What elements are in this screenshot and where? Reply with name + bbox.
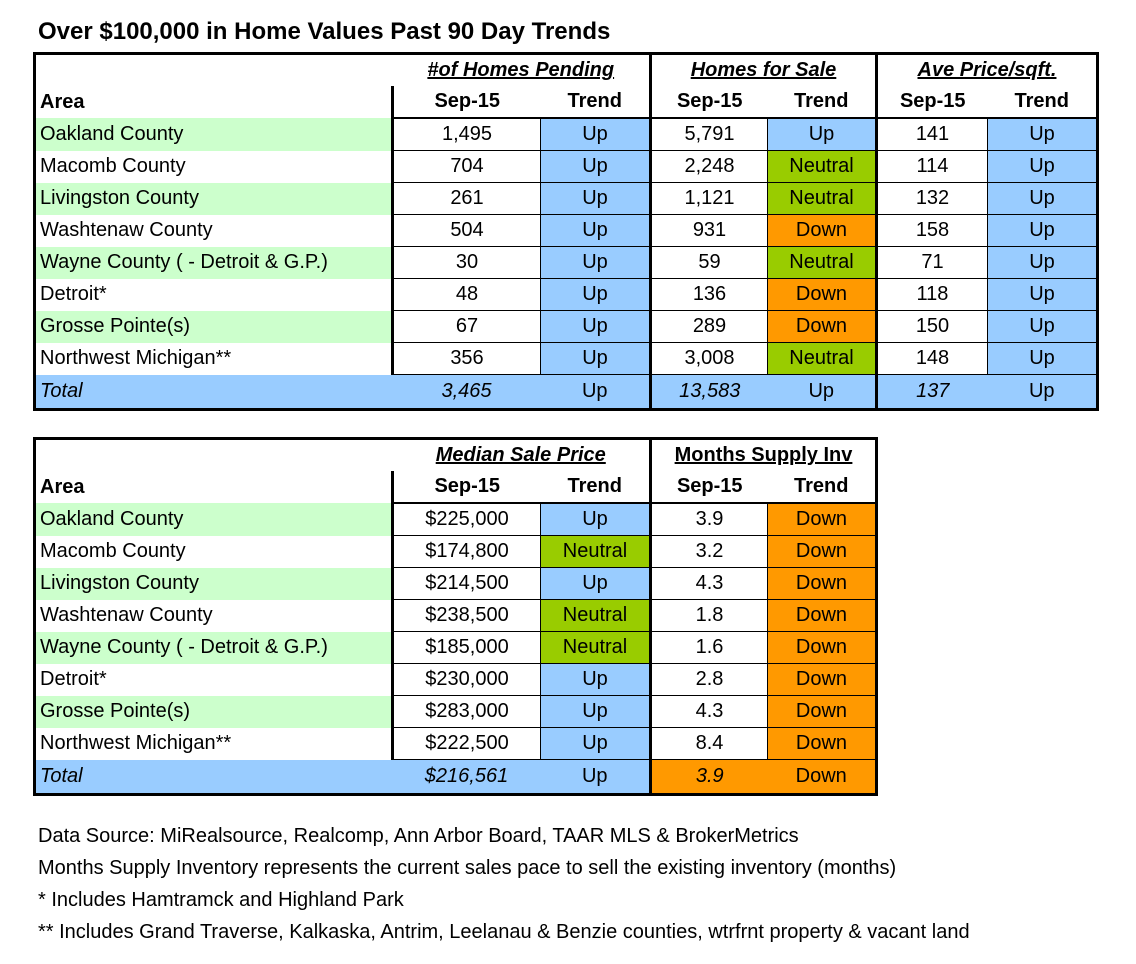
trend-cell: Up (541, 503, 651, 536)
area-cell: Wayne County ( - Detroit & G.P.) (35, 247, 393, 279)
trend-cell: Up (988, 151, 1098, 183)
trend-header: Trend (541, 86, 651, 118)
table-row (35, 311, 1098, 343)
trend-cell: Up (541, 151, 651, 183)
area-cell: Grosse Pointe(s) (35, 696, 393, 728)
value-cell: $174,800 (393, 536, 541, 568)
value-cell: 931 (651, 215, 768, 247)
trend-cell: Up (988, 118, 1098, 151)
area-cell: Grosse Pointe(s) (35, 311, 393, 343)
note-northwest: ** Includes Grand Traverse, Kalkaska, Antrim, Leelanau & Benzie counties, wtrfrnt property & vacant land (38, 921, 970, 943)
trend-cell: Down (768, 215, 877, 247)
table-row (35, 696, 877, 728)
value-cell: 136 (651, 279, 768, 311)
value-cell: 3.2 (651, 536, 768, 568)
group-header: Homes for Sale (651, 54, 877, 87)
value-cell: $185,000 (393, 632, 541, 664)
date-header: Sep-15 (651, 86, 768, 118)
trend-cell: Down (768, 696, 877, 728)
table-row (35, 568, 877, 600)
value-cell: 4.3 (651, 568, 768, 600)
value-cell: 48 (393, 279, 541, 311)
trend-header: Trend (768, 86, 877, 118)
date-header: Sep-15 (651, 471, 768, 503)
value-cell: 114 (877, 151, 988, 183)
area-cell: Washtenaw County (40, 219, 213, 241)
trend-cell: Down (768, 728, 877, 760)
page-title: Over $100,000 in Home Values Past 90 Day Trends (38, 18, 611, 45)
value-cell: 5,791 (651, 118, 768, 151)
trend-cell: Neutral (768, 183, 877, 215)
trend-cell: Down (768, 600, 877, 632)
group-header: #of Homes Pending (427, 59, 615, 81)
table-row (35, 343, 1098, 375)
value-cell: 1,495 (393, 118, 541, 151)
value-cell: 118 (877, 279, 988, 311)
value-cell: $222,500 (393, 728, 541, 760)
total-label: Total (35, 760, 393, 795)
footnotes (38, 820, 970, 948)
value-cell: 141 (877, 118, 988, 151)
area-cell: Northwest Michigan** (40, 347, 232, 369)
trend-cell: Down (768, 536, 877, 568)
trend-cell: Neutral (768, 151, 877, 183)
trend-cell: Down (768, 503, 877, 536)
value-cell: 59 (651, 247, 768, 279)
value-cell: $283,000 (393, 696, 541, 728)
trend-cell: Up (541, 311, 651, 343)
value-cell: $238,500 (393, 600, 541, 632)
table-row (35, 600, 877, 632)
area-cell: Oakland County (35, 118, 393, 151)
area-cell: Northwest Michigan** (40, 732, 232, 754)
trend-cell: Neutral (541, 600, 651, 632)
value-cell: 1.6 (651, 632, 768, 664)
value-cell: 356 (393, 343, 541, 375)
table-row (35, 247, 1098, 279)
trend-cell: Down (768, 279, 877, 311)
total-row (35, 760, 877, 795)
group-header: Ave Price/sqft. (877, 54, 1098, 87)
table-row (35, 536, 877, 568)
value-cell: 30 (393, 247, 541, 279)
note-detroit: * Includes Hamtramck and Highland Park (38, 889, 404, 911)
value-cell: 3,008 (651, 343, 768, 375)
trend-cell: Down (768, 664, 877, 696)
value-cell: $230,000 (393, 664, 541, 696)
value-cell: 3.9 (651, 503, 768, 536)
value-cell: 158 (877, 215, 988, 247)
table-row (35, 215, 1098, 247)
group-header: Months Supply Inv (651, 439, 877, 472)
value-cell: 2,248 (651, 151, 768, 183)
value-cell: 1.8 (651, 600, 768, 632)
group-spacer (35, 54, 393, 87)
area-header: Area (40, 475, 85, 498)
trend-cell: Neutral (541, 536, 651, 568)
total-label: Total (35, 375, 393, 410)
trend-cell: Down (768, 632, 877, 664)
table-row (35, 632, 877, 664)
table-row (35, 728, 877, 760)
area-cell: Washtenaw County (40, 604, 213, 626)
total-trend: Up (768, 375, 877, 410)
trend-cell: Neutral (541, 632, 651, 664)
area-cell: Livingston County (35, 183, 393, 215)
trend-header: Trend (768, 471, 877, 503)
total-trend: Down (768, 760, 877, 795)
trend-cell: Up (541, 215, 651, 247)
value-cell: 504 (393, 215, 541, 247)
table-row (35, 664, 877, 696)
value-cell: 2.8 (651, 664, 768, 696)
trends-table-2 (33, 437, 878, 796)
trend-cell: Up (541, 279, 651, 311)
table-row (35, 503, 877, 536)
value-cell: 67 (393, 311, 541, 343)
date-header: Sep-15 (877, 86, 988, 118)
group-header: Median Sale Price (435, 444, 606, 466)
value-cell: 8.4 (651, 728, 768, 760)
trend-cell: Up (988, 311, 1098, 343)
trend-cell: Up (541, 183, 651, 215)
value-cell: 132 (877, 183, 988, 215)
trend-cell: Down (768, 568, 877, 600)
group-spacer (35, 439, 393, 472)
note-data-source: Data Source: MiRealsource, Realcomp, Ann Arbor Board, TAAR MLS & BrokerMetrics (38, 825, 799, 847)
trend-cell: Up (541, 728, 651, 760)
total-trend: Up (541, 375, 651, 410)
value-cell: 148 (877, 343, 988, 375)
note-months-supply: Months Supply Inventory represents the current sales pace to sell the existing inventory (months) (38, 857, 897, 879)
trend-cell: Up (988, 247, 1098, 279)
table-row (35, 151, 1098, 183)
trend-header: Trend (541, 471, 651, 503)
trend-cell: Up (541, 118, 651, 151)
trend-cell: Down (768, 311, 877, 343)
area-cell: Wayne County ( - Detroit & G.P.) (35, 632, 393, 664)
value-cell: 150 (877, 311, 988, 343)
trend-cell: Neutral (768, 343, 877, 375)
total-value: 137 (877, 375, 988, 410)
area-cell: Detroit* (40, 668, 107, 690)
total-trend: Up (988, 375, 1098, 410)
trend-cell: Up (988, 279, 1098, 311)
area-cell: Detroit* (40, 283, 107, 305)
value-cell: 704 (393, 151, 541, 183)
trend-cell: Up (768, 118, 877, 151)
trend-cell: Up (988, 183, 1098, 215)
value-cell: 289 (651, 311, 768, 343)
value-cell: 1,121 (651, 183, 768, 215)
trend-header: Trend (988, 86, 1098, 118)
trend-cell: Up (541, 247, 651, 279)
trend-cell: Up (541, 664, 651, 696)
area-cell: Macomb County (40, 540, 186, 562)
total-trend: Up (541, 760, 651, 795)
area-cell: Livingston County (35, 568, 393, 600)
value-cell: 4.3 (651, 696, 768, 728)
total-row (35, 375, 1098, 410)
value-cell: 261 (393, 183, 541, 215)
table-row (35, 183, 1098, 215)
total-value: 13,583 (651, 375, 768, 410)
total-value: 3.9 (651, 760, 768, 795)
area-cell: Oakland County (35, 503, 393, 536)
total-value: 3,465 (393, 375, 541, 410)
value-cell: $225,000 (393, 503, 541, 536)
trend-cell: Up (541, 568, 651, 600)
area-header: Area (40, 90, 85, 113)
trend-cell: Up (541, 696, 651, 728)
trend-cell: Neutral (768, 247, 877, 279)
area-cell: Macomb County (40, 155, 186, 177)
value-cell: 71 (877, 247, 988, 279)
value-cell: $214,500 (393, 568, 541, 600)
trends-table-1 (33, 52, 1099, 411)
total-value: $216,561 (393, 760, 541, 795)
trend-cell: Up (541, 343, 651, 375)
trend-cell: Up (988, 215, 1098, 247)
table-row (35, 118, 1098, 151)
table-row (35, 279, 1098, 311)
date-header: Sep-15 (393, 471, 541, 503)
date-header: Sep-15 (393, 86, 541, 118)
trend-cell: Up (988, 343, 1098, 375)
